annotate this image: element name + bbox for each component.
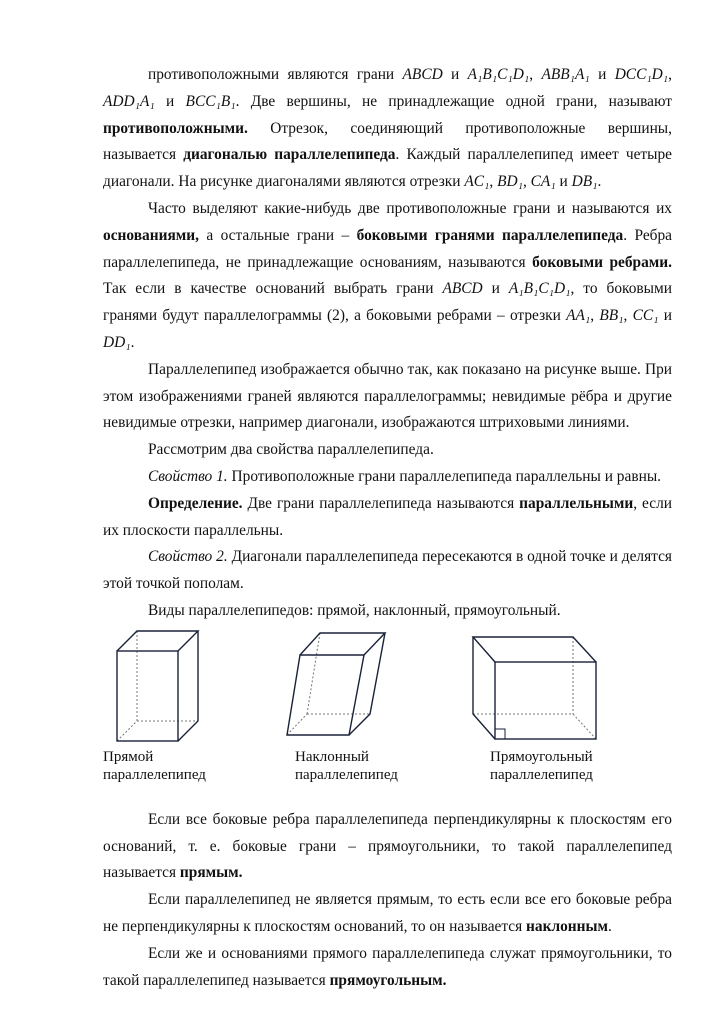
bold-term: боковыми ребрами. xyxy=(532,253,672,271)
text-run: а остальные грани – xyxy=(198,226,357,244)
caption-line: параллелепипед xyxy=(295,766,398,783)
paragraph xyxy=(103,491,672,545)
paragraph xyxy=(103,887,672,941)
document-body xyxy=(103,62,672,994)
text-run: Противоположные грани параллелепипеда параллельны и равны. xyxy=(227,467,662,485)
text-run: Отрезок, соединяющий противоположные вершины, называется xyxy=(103,119,672,164)
math-expression: ADD₁A₁ xyxy=(103,92,155,110)
italic-label: Свойство 1. xyxy=(148,467,228,485)
bold-term: прямоугольным. xyxy=(329,971,447,989)
caption-line: параллелепипед xyxy=(490,766,593,783)
bold-term: противоположными. xyxy=(103,119,248,137)
bold-term: основаниями, xyxy=(103,226,199,244)
rectangular-parallelepiped-figure xyxy=(473,637,596,739)
paragraph xyxy=(103,62,672,196)
text-run: Диагонали параллелепипеда пересекаются в одной точке и делятся этой точкой пополам. xyxy=(103,548,672,593)
math-expression: DCC₁D₁ xyxy=(614,66,669,83)
figure-caption-right xyxy=(103,748,206,784)
text-run: Если все боковые ребра параллелепипеда перпендикулярны к плоскостям его оснований, т. е. боковые грани – прямоугольники, то такой параллелепипед называется xyxy=(103,810,672,882)
text-run: , xyxy=(529,66,542,83)
paragraph xyxy=(103,437,672,464)
figure-caption-rectangular xyxy=(490,748,593,784)
math-expression: AC₁ xyxy=(464,173,490,191)
text-run: . Ребра параллелепипеда, не принадлежащие основаниям, называются xyxy=(103,226,673,271)
text-run: , xyxy=(522,173,531,191)
math-expression: BCC₁B₁ xyxy=(185,92,236,110)
text-run: и xyxy=(154,92,186,110)
text-run: Виды параллелепипедов: прямой, наклонный, прямоугольный. xyxy=(148,601,561,619)
math-expression: BD₁ xyxy=(497,173,523,191)
text-run: Если параллелепипед не является прямым, то есть если все его боковые ребра не перпендикулярны к плоскостям оснований, то он называется xyxy=(103,891,672,935)
text-run: , xyxy=(623,307,633,325)
bold-term: боковыми гранями параллелепипеда xyxy=(356,226,624,244)
right-parallelepiped-figure xyxy=(117,631,198,741)
bold-term: параллельными xyxy=(519,494,634,512)
text-run: , то боковыми гранями будут параллелограммы (2), а боковыми ребрами – отрезки xyxy=(103,280,672,325)
figure-caption-oblique xyxy=(295,748,398,784)
text-run: Рассмотрим два свойства параллелепипеда. xyxy=(148,441,434,459)
bold-term: прямым. xyxy=(179,864,243,882)
math-expression: ABCD xyxy=(442,280,483,298)
bold-term: наклонным xyxy=(526,917,609,935)
text-run: , xyxy=(668,66,673,83)
text-run: . xyxy=(597,173,602,191)
caption-line: Прямоугольный xyxy=(490,748,593,765)
caption-line: параллелепипед xyxy=(103,766,206,783)
text-run: Часто выделяют какие-нибудь две противоположные грани и называются их xyxy=(148,199,672,217)
text-run: Параллелепипед изображается обычно так, как показано на рисунке выше. При этом изображениями граней являются параллелограммы; невидимые рёбра и другие невидимые отрезки, например диагонали, изображаются штриховыми линиями. xyxy=(103,360,672,432)
bold-term: Определение. xyxy=(148,494,243,512)
text-run: и xyxy=(589,66,615,83)
math-expression: CC₁ xyxy=(632,307,659,325)
text-run: , xyxy=(489,173,498,191)
paragraph xyxy=(103,807,672,887)
text-run: Две грани параллелепипеда называются xyxy=(242,494,520,512)
text-run: противоположными являются грани xyxy=(148,66,403,83)
text-run: Если же и основаниями прямого параллелепипеда служат прямоугольники, то такой параллелепипед называется xyxy=(103,944,672,989)
oblique-parallelepiped-figure xyxy=(287,633,385,735)
bold-term: диагональю параллелепипеда xyxy=(183,146,396,164)
caption-line: Наклонный xyxy=(295,748,369,765)
text-run: и xyxy=(658,307,672,325)
math-expression: A₁B₁C₁D₁ xyxy=(508,280,571,298)
text-run: Так если в качестве оснований выбрать грани xyxy=(103,280,443,298)
math-expression: CA₁ xyxy=(530,173,556,191)
text-run: . Каждый параллелепипед имеет четыре диагонали. На рисунке диагоналями являются отрезки xyxy=(103,146,672,191)
paragraph xyxy=(103,464,672,491)
paragraph xyxy=(103,941,672,995)
math-expression: AA₁ xyxy=(566,307,591,325)
math-expression: BB₁ xyxy=(599,307,624,325)
paragraph xyxy=(103,357,672,437)
paragraph xyxy=(103,544,672,598)
math-expression: DB₁ xyxy=(571,173,598,191)
figures-block xyxy=(103,625,672,807)
text-run: и xyxy=(442,66,468,83)
text-run: и xyxy=(482,280,509,298)
paragraph xyxy=(103,196,672,357)
italic-label: Свойство 2. xyxy=(148,548,228,566)
caption-line: Прямой xyxy=(103,748,154,765)
text-run: . xyxy=(608,917,612,935)
text-run: и xyxy=(555,173,572,191)
math-expression: A₁B₁C₁D₁ xyxy=(467,66,530,83)
text-run: . xyxy=(130,333,135,351)
text-run: . Две вершины, не принадлежащие одной грани, называют xyxy=(235,92,672,110)
paragraph xyxy=(103,598,672,625)
math-expression: ABB₁A₁ xyxy=(541,66,590,83)
math-expression: ABCD xyxy=(402,66,443,83)
text-run: , если их плоскости параллельны. xyxy=(103,494,672,539)
text-run: , xyxy=(590,307,600,325)
math-expression: DD₁ xyxy=(103,333,131,351)
